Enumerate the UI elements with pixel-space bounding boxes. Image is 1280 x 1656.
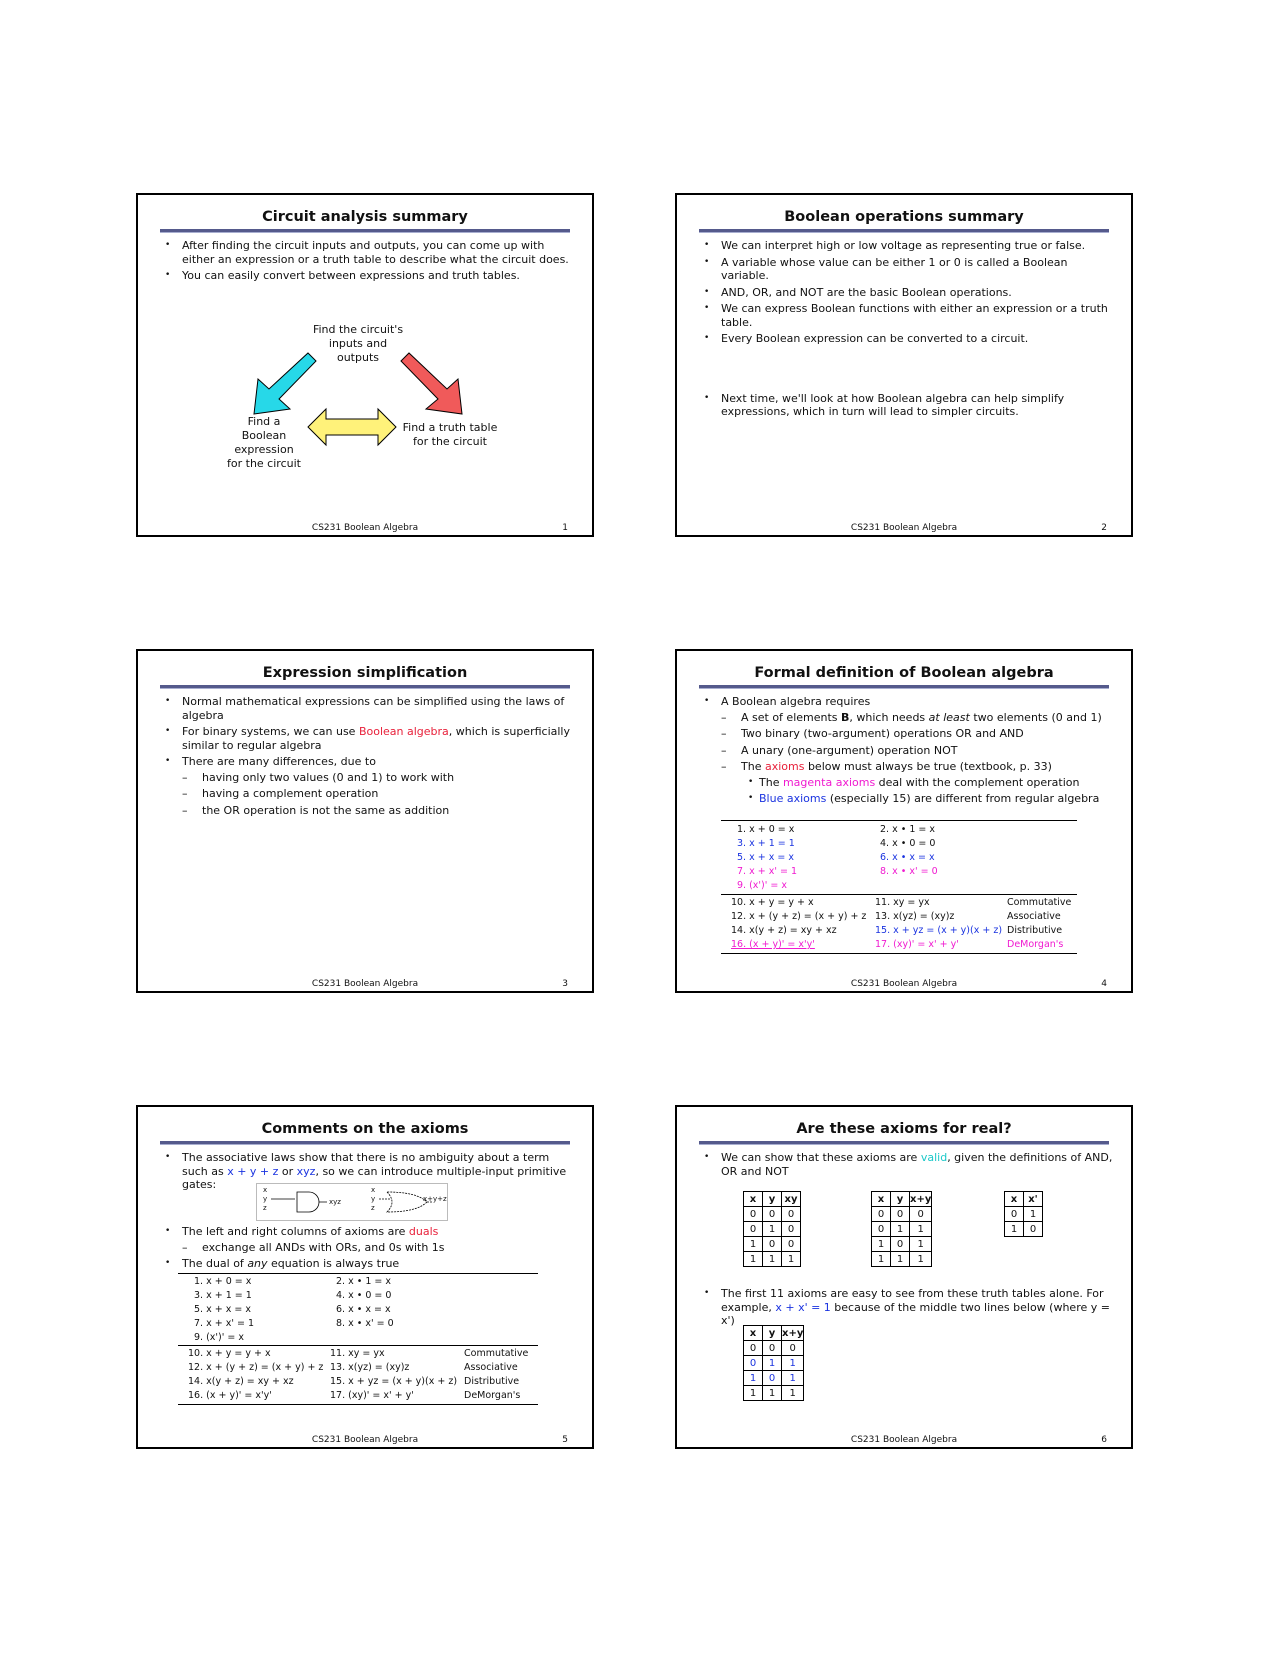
slide-title: Boolean operations summary: [784, 209, 1024, 225]
cycle-diagram: [138, 195, 592, 535]
axiom: 11. xy = yx: [330, 1348, 385, 1359]
axiom: 10. x + y = y + x: [731, 897, 814, 908]
bullet: • We can express Boolean functions with either an expression or a truth table.: [701, 302, 1113, 329]
bullet: • We can show that these axioms are valid, given the definitions of AND, OR and NOT: [701, 1151, 1113, 1178]
axiom: 10. x + y = y + x: [188, 1348, 271, 1359]
title-rule: [160, 1141, 570, 1145]
or-truth-table: x y x+y 0 0 0 0 1 1 1 0 1 1 1 1: [871, 1191, 932, 1267]
bullet: • The associative laws show that there is no ambiguity about a term such as x + y + z or xyz, so we can introduce multiple-input primitive gates:: [162, 1151, 574, 1192]
and-gate-inputs: x y z: [263, 1186, 268, 1212]
sub-bullet: – having a complement operation: [182, 787, 574, 801]
slide-number: 3: [562, 979, 568, 989]
axiom: 7. x + x' = 1: [737, 866, 797, 877]
footer-course: CS231 Boolean Algebra: [850, 979, 958, 989]
bullet: • Every Boolean expression can be converted to a circuit.: [701, 332, 1113, 346]
axiom: 13. x(yz) = (xy)z: [875, 911, 955, 922]
or-gate-output: x+y+z: [423, 1195, 447, 1203]
diagram-top-label: Find the circuit's inputs and outputs: [312, 323, 404, 364]
sub-bullet: – The axioms below must always be true (textbook, p. 33) • The magenta axioms deal with the complement operation • Blue axioms (especially 15) are different from regular algebra: [721, 760, 1113, 806]
axiom: 2. x • 1 = x: [880, 824, 936, 835]
bullet: • Next time, we'll look at how Boolean algebra can help simplify expressions, which in turn will lead to simpler circuits.: [701, 392, 1113, 419]
slide-4: [675, 649, 1133, 993]
axiom: 17. (xy)' = x' + y': [330, 1390, 414, 1401]
axiom: 8. x • x' = 0: [336, 1318, 394, 1329]
title-rule: [160, 685, 570, 689]
bullet: • AND, OR, and NOT are the basic Boolean operations.: [701, 286, 1113, 300]
law-name: Distributive: [464, 1376, 520, 1387]
axiom: 4. x • 0 = 0: [336, 1290, 392, 1301]
axiom: 5. x + x = x: [194, 1304, 251, 1315]
sub-sub-bullet: • The magenta axioms deal with the complement operation: [741, 776, 1113, 790]
and-gate-output: xyz: [329, 1198, 341, 1206]
bullet: • The dual of any equation is always true: [162, 1257, 574, 1271]
axiom: 16. (x + y)' = x'y': [731, 939, 815, 950]
axiom: 7. x + x' = 1: [194, 1318, 254, 1329]
gate-figure: [256, 1183, 448, 1221]
cyan-arrow-icon: [254, 353, 316, 414]
bullet: • For binary systems, we can use Boolean algebra, which is superficially similar to regular algebra: [162, 725, 574, 752]
slide-number: 6: [1101, 1435, 1107, 1445]
law-name: DeMorgan's: [1007, 939, 1064, 950]
bullet: • A variable whose value can be either 1 or 0 is called a Boolean variable.: [701, 256, 1113, 283]
bullet: • You can easily convert between expressions and truth tables.: [162, 269, 574, 283]
title-rule: [699, 229, 1109, 233]
bullet: • The left and right columns of axioms are duals – exchange all ANDs with ORs, and 0s with 1s: [162, 1225, 574, 1254]
example-truth-table: x y x+y 0 0 0 0 1 1 1 0 1 1 1 1: [743, 1325, 804, 1401]
footer-course: CS231 Boolean Algebra: [850, 523, 958, 533]
axiom: 15. x + yz = (x + y)(x + z): [330, 1376, 458, 1387]
slide-number: 1: [562, 523, 568, 533]
axiom: 16. (x + y)' = x'y': [188, 1390, 272, 1401]
axiom: 3. x + 1 = 1: [194, 1290, 252, 1301]
law-name: Associative: [1007, 911, 1061, 922]
sub-bullet: – A unary (one-argument) operation NOT: [721, 744, 1113, 758]
law-name: DeMorgan's: [464, 1390, 521, 1401]
bullet: • There are many differences, due to – having only two values (0 and 1) to work with – having a complement operation – the OR operation is not the same as addition: [162, 755, 574, 817]
yellow-double-arrow-icon: [308, 409, 396, 445]
sub-bullet: – the OR operation is not the same as addition: [182, 804, 574, 818]
and-gate-icon: [271, 1192, 327, 1212]
title-rule: [699, 685, 1109, 689]
axiom: 14. x(y + z) = xy + xz: [188, 1376, 294, 1387]
axiom: 17. (xy)' = x' + y': [875, 939, 959, 950]
or-gate-inputs: x y z: [371, 1186, 376, 1212]
sub-sub-bullet: • Blue axioms (especially 15) are different from regular algebra: [741, 792, 1113, 806]
law-name: Associative: [464, 1362, 518, 1373]
slide-5: [136, 1105, 594, 1449]
axiom: 9. (x')' = x: [194, 1332, 244, 1343]
slide-title: Are these axioms for real?: [796, 1121, 1012, 1137]
slide-title: Comments on the axioms: [261, 1121, 469, 1137]
sub-bullet: – Two binary (two-argument) operations OR and AND: [721, 727, 1113, 741]
axiom: 1. x + 0 = x: [194, 1276, 252, 1287]
slide-1: [136, 193, 594, 537]
sub-bullet: – having only two values (0 and 1) to work with: [182, 771, 574, 785]
law-name: Commutative: [1007, 897, 1072, 908]
diagram-right-label: Find a truth table for the circuit: [402, 421, 498, 448]
footer-course: CS231 Boolean Algebra: [311, 523, 419, 533]
slide-title: Expression simplification: [262, 665, 468, 681]
law-name: Commutative: [464, 1348, 529, 1359]
bullet: • Normal mathematical expressions can be simplified using the laws of algebra: [162, 695, 574, 722]
axiom: 6. x • x = x: [336, 1304, 391, 1315]
footer-course: CS231 Boolean Algebra: [311, 979, 419, 989]
not-truth-table: x x' 0 1 1 0: [1004, 1191, 1043, 1237]
slide-2: [675, 193, 1133, 537]
axiom: 12. x + (y + z) = (x + y) + z: [731, 911, 867, 922]
bullet: • After finding the circuit inputs and outputs, you can come up with either an expression or a truth table to describe what the circuit does.: [162, 239, 574, 266]
diagram-left-label: Find a Boolean expression for the circuit: [227, 415, 301, 470]
axiom: 12. x + (y + z) = (x + y) + z: [188, 1362, 324, 1373]
sub-bullet: – A set of elements B, which needs at least two elements (0 and 1): [721, 711, 1113, 725]
axiom: 11. xy = yx: [875, 897, 930, 908]
red-arrow-icon: [401, 353, 462, 414]
footer-course: CS231 Boolean Algebra: [311, 1435, 419, 1445]
axiom: 3. x + 1 = 1: [737, 838, 795, 849]
axiom: 5. x + x = x: [737, 852, 794, 863]
slide-title: Formal definition of Boolean algebra: [754, 665, 1054, 681]
axiom: 6. x • x = x: [880, 852, 935, 863]
slide-number: 2: [1101, 523, 1107, 533]
axiom: 9. (x')' = x: [737, 880, 787, 891]
footer-course: CS231 Boolean Algebra: [850, 1435, 958, 1445]
slide-title: Circuit analysis summary: [262, 209, 468, 225]
slide-number: 4: [1101, 979, 1107, 989]
diagram-arrows: [138, 195, 596, 539]
axiom: 14. x(y + z) = xy + xz: [731, 925, 837, 936]
gates: [257, 1184, 447, 1220]
slide-3: [136, 649, 594, 993]
bullet: • The first 11 axioms are easy to see from these truth tables alone. For example, x + x' = 1 because of the middle two lines below (where y = x'): [701, 1287, 1113, 1328]
slide-6: [675, 1105, 1133, 1449]
law-name: Distributive: [1007, 925, 1063, 936]
sub-bullet: – exchange all ANDs with ORs, and 0s with 1s: [182, 1241, 574, 1255]
axiom: 13. x(yz) = (xy)z: [330, 1362, 410, 1373]
slide-number: 5: [562, 1435, 568, 1445]
bullet: • A Boolean algebra requires – A set of elements B, which needs at least two elements (0 and 1) – Two binary (two-argument) operations OR and AND – A unary (one-argument) operation NOT – The axioms below must always be true (textbook, p. 33) • The magenta axioms deal with the complement operation • Blue axioms (especially 15) are different from regular algebra: [701, 695, 1113, 806]
axiom: 2. x • 1 = x: [336, 1276, 392, 1287]
axiom: 1. x + 0 = x: [737, 824, 795, 835]
and-truth-table: x y xy 0 0 0 0 1 0 1 0 0 1 1 1: [743, 1191, 801, 1267]
axiom: 4. x • 0 = 0: [880, 838, 936, 849]
axiom: 8. x • x' = 0: [880, 866, 938, 877]
title-rule: [699, 1141, 1109, 1145]
axiom: 15. x + yz = (x + y)(x + z): [875, 925, 1003, 936]
bullet: • We can interpret high or low voltage as representing true or false.: [701, 239, 1113, 253]
